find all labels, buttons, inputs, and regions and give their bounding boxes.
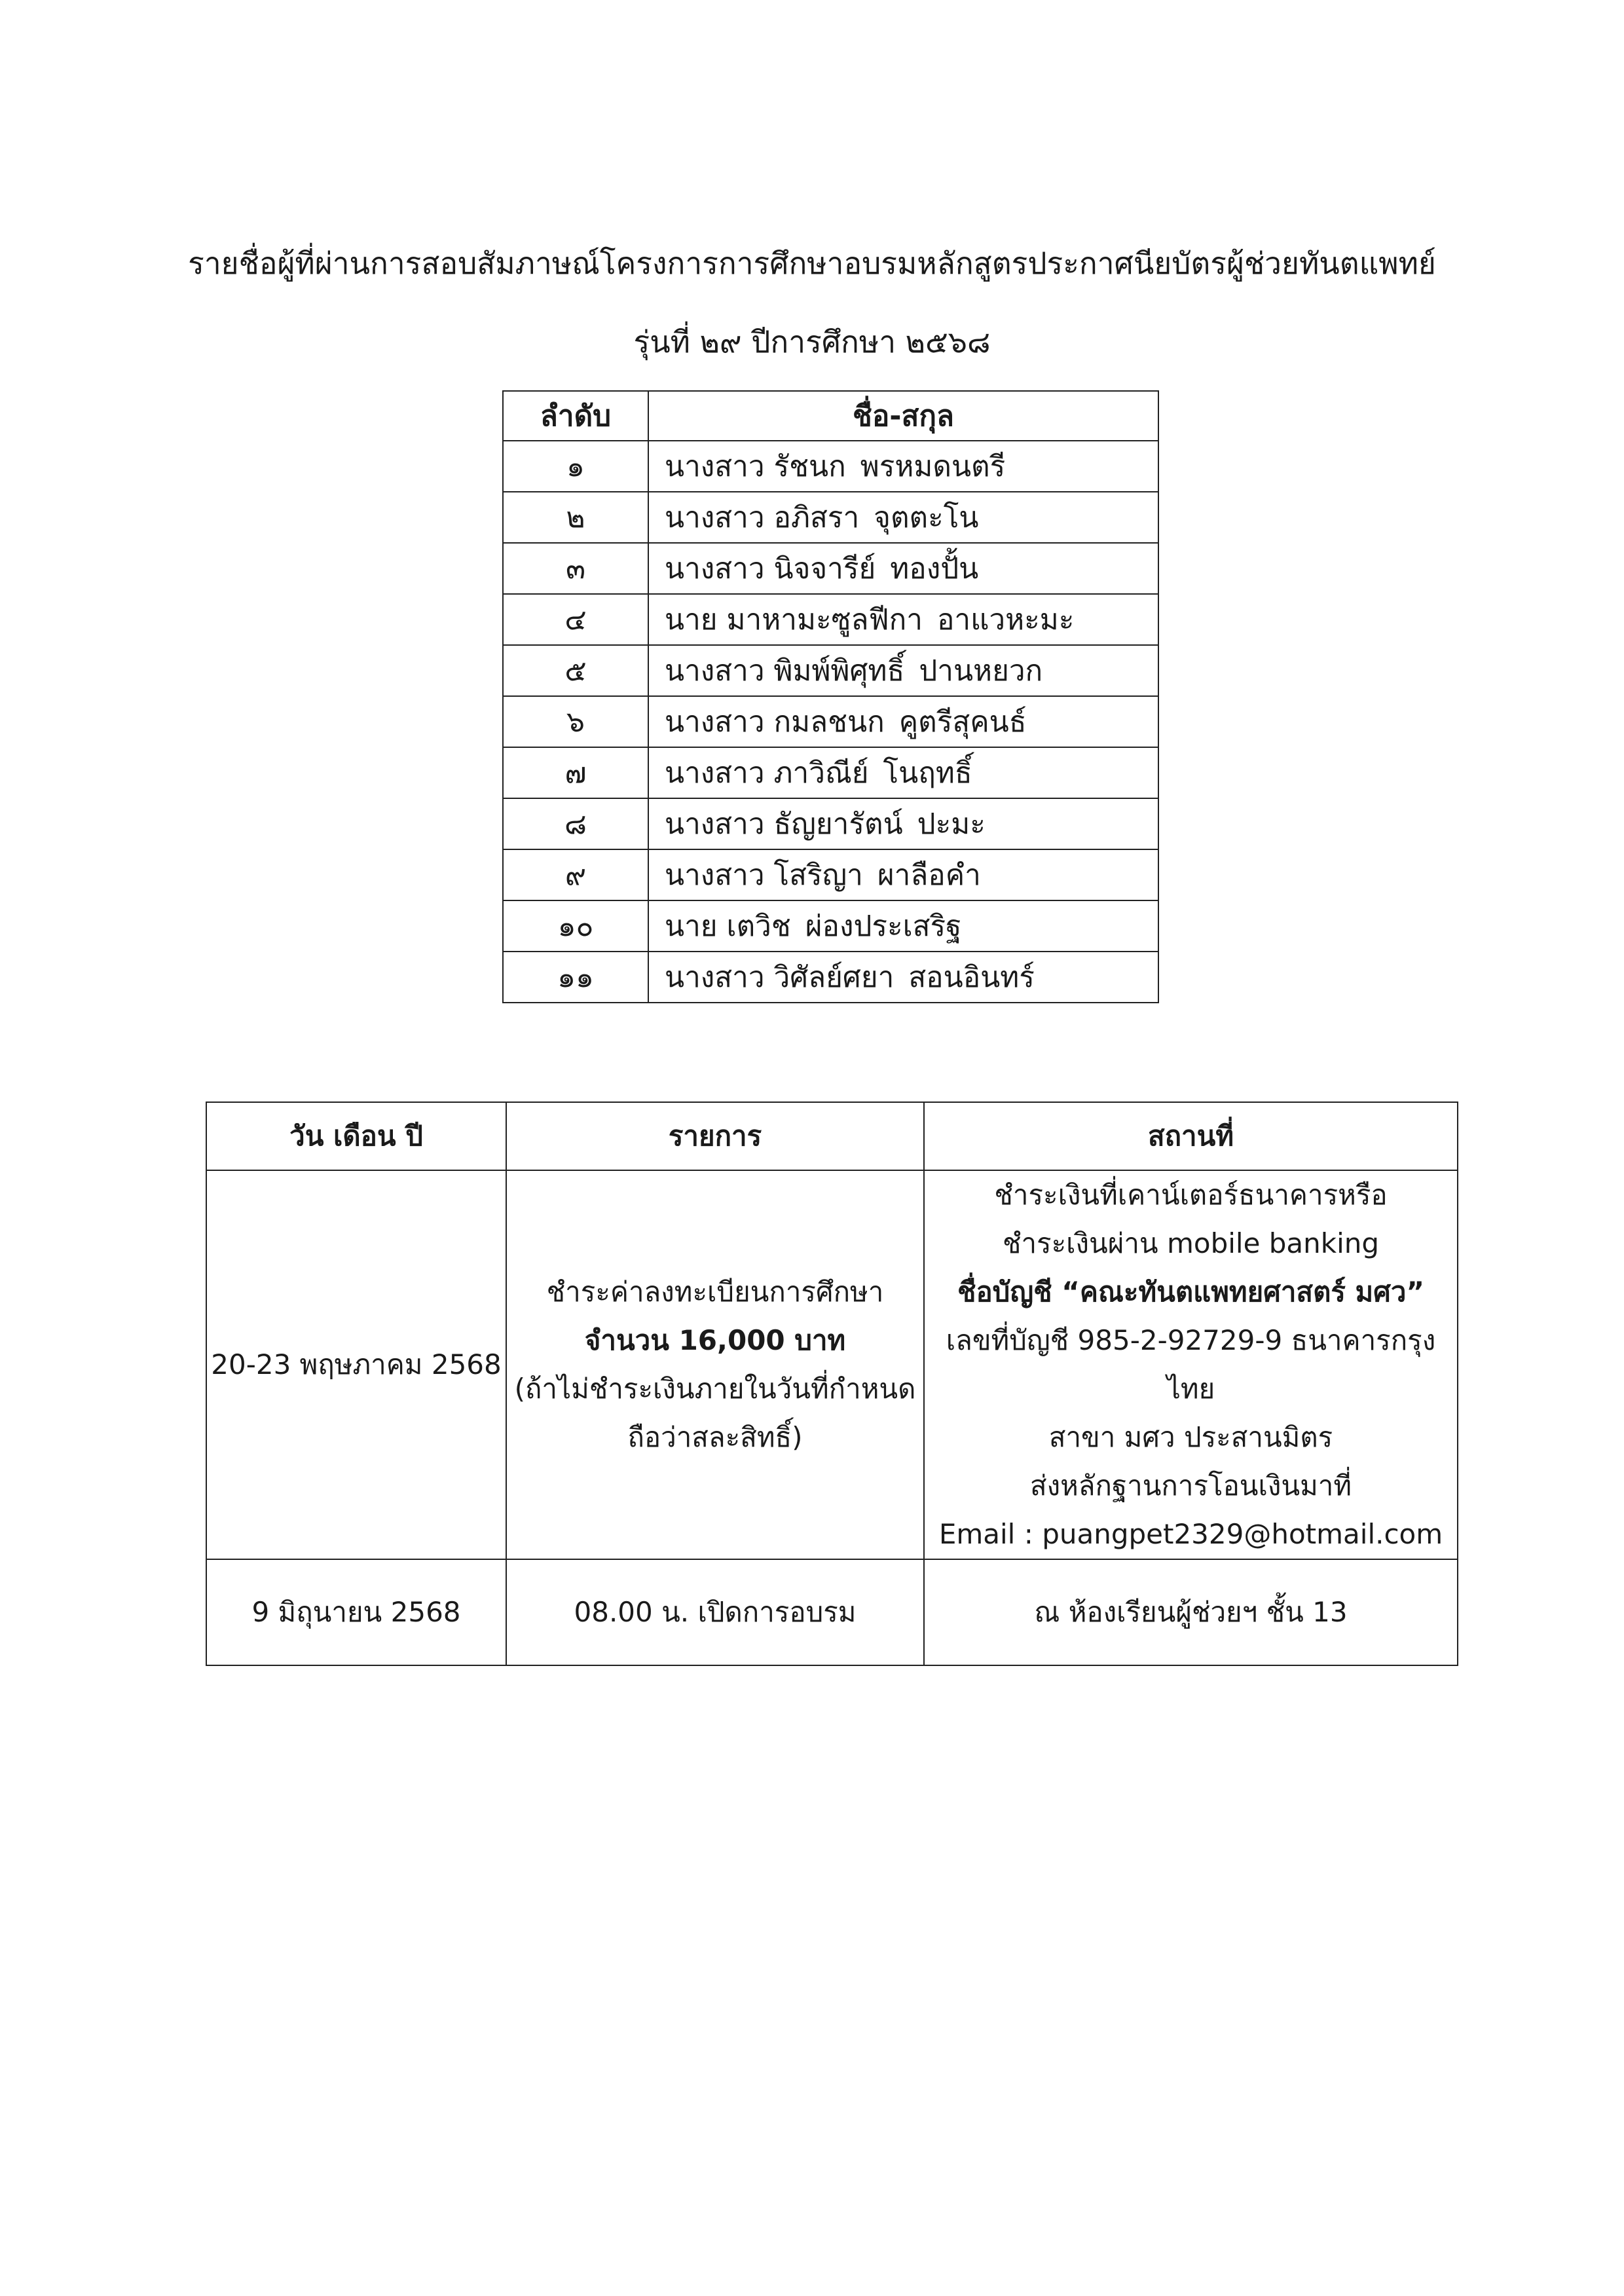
first-name: นาย เตวิช [665,910,791,943]
table-row [503,696,1158,747]
first-name: นางสาว ธัญยารัตน์ [665,807,903,841]
full-name [648,798,1158,849]
payment-place-line: ส่งหลักฐานการโอนเงินมาที่ [1029,1470,1352,1502]
last-name: ปะมะ [917,807,986,841]
row-number: ๑ [503,441,648,492]
payment-item-line: ชำระค่าลงทะเบียนการศึกษา [546,1276,884,1308]
table-row [206,1170,1458,1559]
first-name: นางสาว อภิสรา [665,501,860,534]
names-table [502,390,1159,1003]
last-name: ทองปั้น [890,552,979,585]
row-number: ๗ [503,747,648,798]
account-name: ชื่อบัญชี “คณะทันตแพทยศาสตร์ มศว” [957,1276,1425,1308]
document-title: รายชื่อผู้ที่ผ่านการสอบสัมภาษณ์โครงการการศึกษาอบรมหลักสูตรประกาศนียบัตรผู้ช่วยทันตแพทย์ [188,246,1436,281]
full-name [648,900,1158,952]
document-subtitle: รุ่นที่ ๒๙ ปีการศึกษา ๒๕๖๘ [633,324,991,360]
payment-item-line: (ถ้าไม่ชำระเงินภายในวันที่กำหนด [514,1373,916,1405]
names-table-body [503,441,1158,1003]
full-name [648,543,1158,594]
header-order: ลำดับ [503,391,648,441]
full-name [648,849,1158,900]
payment-place-line: ชำระเงินที่เคาน์เตอร์ธนาคารหรือ [994,1179,1388,1211]
payment-place-line: ชำระเงินผ่าน mobile banking [1002,1227,1380,1259]
payment-date: 20-23 พฤษภาคม 2568 [206,1170,506,1559]
last-name: จุตตะโน [874,501,979,534]
opening-place: ณ ห้องเรียนผู้ช่วยฯ ชั้น 13 [924,1559,1458,1665]
first-name: นาย มาหามะซูลฟีกา [665,603,923,637]
full-name [648,747,1158,798]
full-name [648,441,1158,492]
opening-date: 9 มิถุนายน 2568 [206,1559,506,1665]
row-number: ๕ [503,645,648,696]
table-row [206,1559,1458,1665]
full-name [648,492,1158,543]
payment-amount: จำนวน 16,000 บาท [584,1324,846,1356]
first-name: นางสาว กมลชนก [665,705,885,739]
table-row [503,849,1158,900]
header-date: วัน เดือน ปี [206,1102,506,1170]
first-name: นางสาว พิมพ์พิศุทธิ์ [665,654,905,688]
schedule-header-row [206,1102,1458,1170]
full-name [648,696,1158,747]
opening-item: 08.00 น. เปิดการอบรม [506,1559,924,1665]
table-row [503,900,1158,952]
last-name: ปานหยวก [919,654,1043,688]
table-row [503,594,1158,645]
row-number: ๘ [503,798,648,849]
full-name [648,952,1158,1003]
last-name: โนฤทธิ์ [883,756,972,790]
table-row [503,952,1158,1003]
table-row [503,747,1158,798]
first-name: นางสาว นิจจารีย์ [665,552,876,585]
last-name: พรหมดนตรี [860,450,1006,483]
row-number: ๖ [503,696,648,747]
row-number: ๙ [503,849,648,900]
schedule-table [206,1102,1458,1666]
row-number: ๔ [503,594,648,645]
first-name: นางสาว รัชนก [665,450,846,483]
first-name: นางสาว วิศัลย์ศยา [665,961,895,994]
header-place: สถานที่ [924,1102,1458,1170]
header-name: ชื่อ-สกุล [648,391,1158,441]
row-number: ๒ [503,492,648,543]
table-row [503,798,1158,849]
full-name [648,645,1158,696]
last-name: ผ่องประเสริฐ [805,910,962,943]
first-name: นางสาว ภาวิณีย์ [665,756,869,790]
contact-email: Email : puangpet2329@hotmail.com [938,1518,1443,1550]
table-row [503,645,1158,696]
last-name: ผาลือคำ [877,859,981,892]
row-number: ๑๐ [503,900,648,952]
first-name: นางสาว โสริญา [665,859,863,892]
header-item: รายการ [506,1102,924,1170]
account-number: เลขที่บัญชี 985-2-92729-9 ธนาคารกรุงไทย [946,1324,1436,1405]
table-row [503,543,1158,594]
payment-place [924,1170,1458,1559]
last-name: คูตรีสุคนธ์ [898,705,1027,739]
last-name: อาแวหะมะ [936,603,1075,637]
table-row [503,492,1158,543]
full-name [648,594,1158,645]
payment-item-line: ถือว่าสละสิทธิ์) [627,1421,803,1453]
payment-item [506,1170,924,1559]
bank-branch: สาขา มศว ประสานมิตร [1048,1421,1333,1453]
row-number: ๑๑ [503,952,648,1003]
table-row [503,441,1158,492]
row-number: ๓ [503,543,648,594]
last-name: สอนอินทร์ [908,961,1035,994]
names-table-header-row [503,391,1158,441]
